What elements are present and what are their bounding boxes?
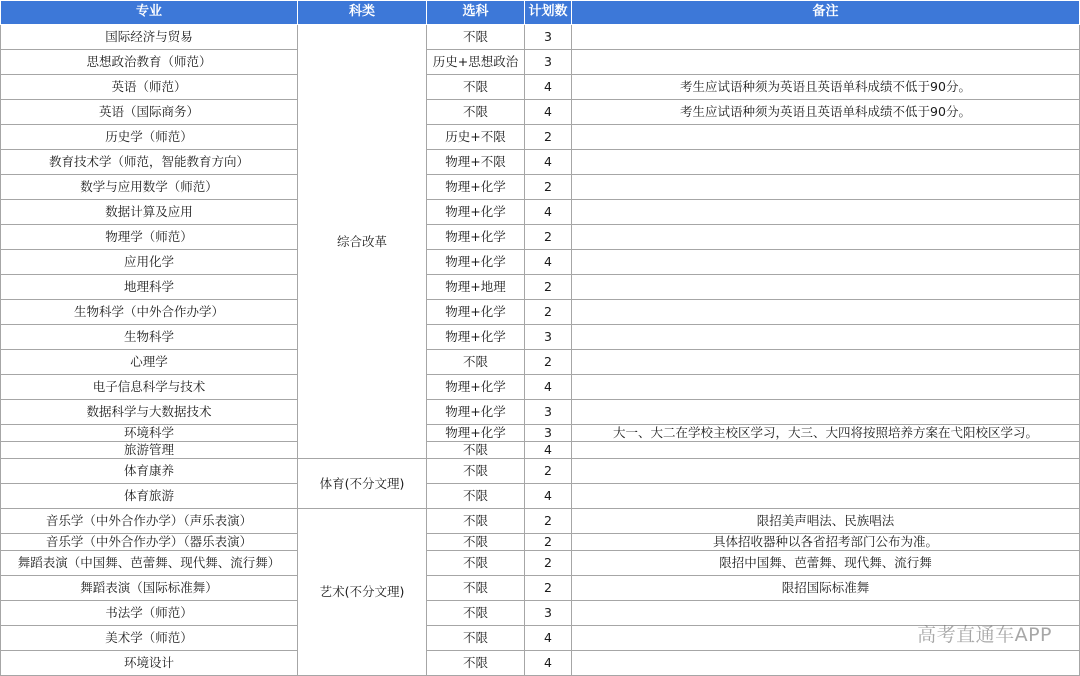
plan-cell: 2	[525, 125, 572, 150]
note-cell	[572, 484, 1080, 509]
note-cell	[572, 25, 1080, 50]
note-cell: 考生应试语种须为英语且英语单科成绩不低于90分。	[572, 100, 1080, 125]
note-cell: 考生应试语种须为英语且英语单科成绩不低于90分。	[572, 75, 1080, 100]
table-row	[1, 651, 1080, 676]
note-cell: 限招国际标准舞	[572, 576, 1080, 601]
subjects-cell: 不限	[427, 534, 525, 551]
table-row	[1, 534, 1080, 551]
plan-cell: 2	[525, 576, 572, 601]
major-cell: 生物科学	[1, 325, 298, 350]
plan-cell: 4	[525, 651, 572, 676]
subjects-cell: 物理+地理	[427, 275, 525, 300]
table-row	[1, 300, 1080, 325]
plan-cell: 4	[525, 75, 572, 100]
note-cell	[572, 350, 1080, 375]
subjects-cell: 物理+化学	[427, 225, 525, 250]
plan-cell: 4	[525, 200, 572, 225]
note-cell	[572, 375, 1080, 400]
subjects-cell: 不限	[427, 509, 525, 534]
subjects-cell: 不限	[427, 651, 525, 676]
table-row	[1, 350, 1080, 375]
table-row	[1, 551, 1080, 576]
note-cell: 限招中国舞、芭蕾舞、现代舞、流行舞	[572, 551, 1080, 576]
table-row	[1, 50, 1080, 75]
plan-cell: 4	[525, 484, 572, 509]
table-row	[1, 25, 1080, 50]
header-note: 备注	[572, 1, 1080, 25]
table-row	[1, 200, 1080, 225]
table-row	[1, 175, 1080, 200]
major-cell: 英语（国际商务）	[1, 100, 298, 125]
plan-cell: 3	[525, 50, 572, 75]
major-cell: 数据计算及应用	[1, 200, 298, 225]
note-cell: 大一、大二在学校主校区学习，大三、大四将按照培养方案在弋阳校区学习。	[572, 425, 1080, 442]
table-row	[1, 509, 1080, 534]
major-cell: 电子信息科学与技术	[1, 375, 298, 400]
subjects-cell: 不限	[427, 551, 525, 576]
note-cell: 限招美声唱法、民族唱法	[572, 509, 1080, 534]
subjects-cell: 物理+化学	[427, 300, 525, 325]
major-cell: 思想政治教育（师范）	[1, 50, 298, 75]
note-cell: 具体招收器种以各省招考部门公布为准。	[572, 534, 1080, 551]
plan-cell: 4	[525, 442, 572, 459]
subjects-cell: 不限	[427, 459, 525, 484]
major-cell: 生物科学（中外合作办学）	[1, 300, 298, 325]
plan-cell: 3	[525, 400, 572, 425]
table-row	[1, 459, 1080, 484]
table-row	[1, 484, 1080, 509]
plan-cell: 3	[525, 601, 572, 626]
watermark: 高考直通车APP	[917, 624, 1052, 646]
table-row	[1, 150, 1080, 175]
note-cell	[572, 150, 1080, 175]
major-cell: 音乐学（中外合作办学）（声乐表演）	[1, 509, 298, 534]
table-row	[1, 100, 1080, 125]
subjects-cell: 不限	[427, 25, 525, 50]
note-cell	[572, 459, 1080, 484]
major-cell: 历史学（师范）	[1, 125, 298, 150]
table-row	[1, 425, 1080, 442]
subjects-cell: 不限	[427, 626, 525, 651]
note-cell	[572, 225, 1080, 250]
plan-cell: 2	[525, 275, 572, 300]
header-major: 专业	[1, 1, 298, 25]
major-cell: 音乐学（中外合作办学）（器乐表演）	[1, 534, 298, 551]
subjects-cell: 不限	[427, 601, 525, 626]
plan-cell: 2	[525, 225, 572, 250]
subjects-cell: 物理+不限	[427, 150, 525, 175]
subjects-cell: 物理+化学	[427, 400, 525, 425]
note-cell	[572, 275, 1080, 300]
plan-cell: 2	[525, 350, 572, 375]
subjects-cell: 物理+化学	[427, 175, 525, 200]
table-row	[1, 375, 1080, 400]
header-plan: 计划数	[525, 1, 572, 25]
header-category: 科类	[298, 1, 427, 25]
major-cell: 舞蹈表演（中国舞、芭蕾舞、现代舞、流行舞）	[1, 551, 298, 576]
major-cell: 舞蹈表演（国际标准舞）	[1, 576, 298, 601]
subjects-cell: 不限	[427, 576, 525, 601]
table-row	[1, 250, 1080, 275]
note-cell	[572, 300, 1080, 325]
major-cell: 心理学	[1, 350, 298, 375]
note-cell	[572, 250, 1080, 275]
plan-cell: 3	[525, 425, 572, 442]
category-cell: 综合改革	[298, 25, 427, 459]
subjects-cell: 物理+化学	[427, 375, 525, 400]
major-cell: 国际经济与贸易	[1, 25, 298, 50]
subjects-cell: 不限	[427, 350, 525, 375]
plan-cell: 4	[525, 150, 572, 175]
note-cell	[572, 442, 1080, 459]
note-cell	[572, 325, 1080, 350]
table-row	[1, 576, 1080, 601]
table-row	[1, 400, 1080, 425]
plan-cell: 3	[525, 25, 572, 50]
plan-cell: 2	[525, 300, 572, 325]
table-row	[1, 125, 1080, 150]
plan-cell: 2	[525, 534, 572, 551]
plan-cell: 4	[525, 100, 572, 125]
major-cell: 应用化学	[1, 250, 298, 275]
table-row	[1, 225, 1080, 250]
major-cell: 书法学（师范）	[1, 601, 298, 626]
category-cell: 艺术(不分文理)	[298, 509, 427, 676]
plan-cell: 2	[525, 459, 572, 484]
subjects-cell: 物理+化学	[427, 325, 525, 350]
table-header-row	[1, 1, 1080, 25]
plan-cell: 4	[525, 250, 572, 275]
note-cell	[572, 651, 1080, 676]
note-cell	[572, 50, 1080, 75]
subjects-cell: 不限	[427, 100, 525, 125]
table-row	[1, 275, 1080, 300]
major-cell: 数学与应用数学（师范）	[1, 175, 298, 200]
subjects-cell: 不限	[427, 75, 525, 100]
major-cell: 环境科学	[1, 425, 298, 442]
table-row	[1, 442, 1080, 459]
major-cell: 体育旅游	[1, 484, 298, 509]
plan-cell: 3	[525, 325, 572, 350]
category-cell: 体育(不分文理)	[298, 459, 427, 509]
major-cell: 环境设计	[1, 651, 298, 676]
major-cell: 英语（师范）	[1, 75, 298, 100]
subjects-cell: 历史+不限	[427, 125, 525, 150]
major-cell: 数据科学与大数据技术	[1, 400, 298, 425]
subjects-cell: 不限	[427, 442, 525, 459]
major-cell: 物理学（师范）	[1, 225, 298, 250]
plan-cell: 4	[525, 375, 572, 400]
plan-cell: 2	[525, 175, 572, 200]
major-cell: 地理科学	[1, 275, 298, 300]
subjects-cell: 不限	[427, 484, 525, 509]
subjects-cell: 物理+化学	[427, 250, 525, 275]
note-cell	[572, 125, 1080, 150]
note-cell	[572, 200, 1080, 225]
subjects-cell: 物理+化学	[427, 425, 525, 442]
table-row	[1, 75, 1080, 100]
subjects-cell: 物理+化学	[427, 200, 525, 225]
header-subjects: 选科	[427, 1, 525, 25]
table-row	[1, 325, 1080, 350]
note-cell	[572, 400, 1080, 425]
plan-cell: 4	[525, 626, 572, 651]
note-cell	[572, 175, 1080, 200]
major-cell: 教育技术学（师范，智能教育方向）	[1, 150, 298, 175]
major-cell: 体育康养	[1, 459, 298, 484]
major-cell: 美术学（师范）	[1, 626, 298, 651]
subjects-cell: 历史+思想政治	[427, 50, 525, 75]
plan-cell: 2	[525, 551, 572, 576]
major-cell: 旅游管理	[1, 442, 298, 459]
plan-cell: 2	[525, 509, 572, 534]
